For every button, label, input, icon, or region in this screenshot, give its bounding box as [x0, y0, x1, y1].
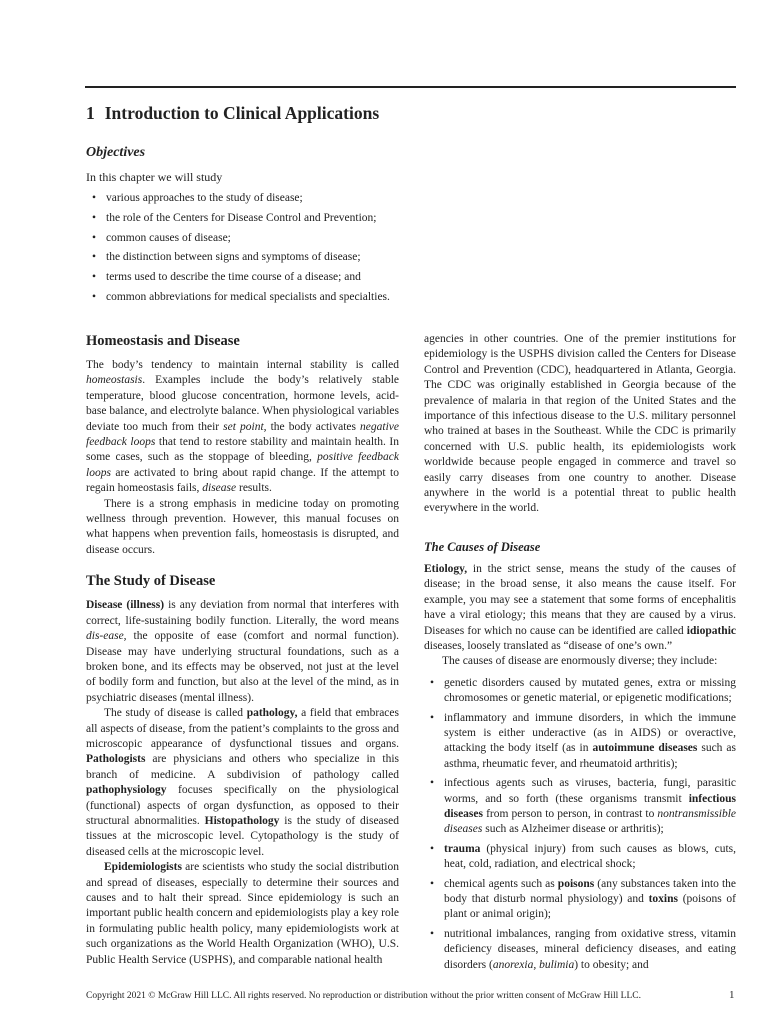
- objective-item: • various approaches to the study of disease;: [86, 189, 390, 209]
- homeostasis-heading: Homeostasis and Disease: [86, 333, 240, 349]
- etiology-paragraph: Etiology, in the strict sense, means the study of the causes of disease; in the broad sense, it also means the cause itself. For example, you may see a statement that some forms of encephalitis have a viral etiology; this means that they are caused by a virus. Diseases for which no cause can be identified are called idiopathic diseases, loosely translated as “disease of one’s own.”: [424, 562, 736, 652]
- cause-item-infectious: • infectious agents such as viruses, bacteria, fungi, parasitic worms, and so forth (these organisms transmit infectious diseases from person to person, in contrast to nontransmissible diseases such as Alzheimer disease or arthritis);: [424, 776, 736, 838]
- objective-item: • common abbreviations for medical specialists and specialties.: [86, 288, 390, 308]
- homeostasis-paragraph: The body’s tendency to maintain internal stability is called homeostasis. Examples include the body’s relatively stable temperature, blood glucose concentration, hormone levels, acid-base balance, and electrolyte balance. When physiological variables deviate too much from their set point, the body activates negative feedback loops that tend to restore stability and maintain health. In some cases, such as the stoppage of bleeding, positive feedback loops are activated to bring about rapid change. If the attempt to regain homeostasis fails, disease results.: [86, 359, 399, 495]
- objectives-heading: Objectives: [86, 145, 146, 160]
- header-rule: [85, 86, 736, 88]
- objective-item: • the distinction between signs and symptoms of disease;: [86, 248, 390, 268]
- study-heading: The Study of Disease: [86, 573, 216, 590]
- cause-item-trauma: • trauma (physical injury) from such causes as blows, cuts, heat, cold, radiation, and electrical shock;: [424, 842, 736, 873]
- causes-intro: The causes of disease are enormously diverse; they include:: [442, 655, 718, 668]
- objective-item: • the role of the Centers for Disease Control and Prevention;: [86, 209, 390, 229]
- prevention-paragraph: There is a strong emphasis in medicine today on promoting wellness through prevention. However, this manual focuses on what happens when prevention fails, homeostasis is disrupted, and disease occurs.: [86, 497, 399, 556]
- epidemiology-paragraph: Epidemiologists are scientists who study the social distribution and spread of diseases, especially to determine their sources and causes and to halt their spread. Since epidemiology is such an important public health concern and epidemiologists play a key role in formulating public health policy, many epidemiologists work at such organizations as the World Health Organization (WHO), U.S. Public Health Service (USPHS), and comparable national health: [86, 861, 399, 966]
- cause-item-immune: • inflammatory and immune disorders, in which the immune system is either underactive (as in AIDS) or overactive, attacking the body itself (as in autoimmune diseases such as asthma, rheumatic fever, and rheumatoid arthritis);: [424, 711, 736, 773]
- cause-item-genetic: • genetic disorders caused by mutated genes, extra or missing chromosomes or genetic material, or epigenetic modifications;: [424, 676, 736, 707]
- causes-list: [424, 676, 736, 973]
- causes-heading: The Causes of Disease: [424, 539, 541, 554]
- pathology-paragraph: The study of disease is called pathology, a field that embraces all aspects of disease, from the patient’s complaints to the gross and microscopic appearance of dysfunctional tissues and organs. Pathologists are physicians and others who specialize in this branch of medicine. A subdivision of pathology called pathophysiology focuses specifically on the physiological (functional) aspects of organ dysfunction, as opposed to their structural abnormalities. Histopathology is the study of diseased tissues at the microscopic level. Cytopathology is the study of diseased cells at the microscopic level.: [86, 707, 399, 858]
- objective-item: • common causes of disease;: [86, 229, 390, 249]
- chapter-title-text: Introduction to Clinical Applications: [104, 103, 380, 123]
- cause-item-chemical: • chemical agents such as poisons (any substances taken into the body that disturb normal physiology) and toxins (poisons of plant or animal origin);: [424, 877, 736, 923]
- left-column: [86, 332, 399, 968]
- disease-definition-paragraph: Disease (illness) is any deviation from normal that interferes with correct, life-sustaining bodily function. Literally, the word means dis-ease, the opposite of ease (comfort and normal function). Disease may have underlying structural foundations, such as a broken bone, and its effects may be observed, not just at the level of bodily form and function, but also at the level of the mind, as in psychiatric diseases (mental illness).: [86, 599, 400, 704]
- chapter-number: 1: [86, 103, 95, 123]
- objectives-list: [86, 189, 390, 308]
- page-number: 1: [729, 989, 735, 1001]
- right-column: [424, 332, 736, 977]
- cause-item-nutritional: • nutritional imbalances, ranging from oxidative stress, vitamin deficiency diseases, mineral deficiency diseases, and eating disorders (anorexia, bulimia) to obesity; and: [424, 927, 736, 973]
- objectives-intro: In this chapter we will study: [86, 170, 223, 184]
- chapter-title: [86, 103, 379, 124]
- cdc-paragraph: agencies in other countries. One of the premier institutions for epidemiology is the USPHS division called the Centers for Disease Control and Prevention (CDC), headquartered in Atlanta, Georgia. The CDC was originally established in Georgia because of the prevalence of malaria in that region of the United States and the importance of this infectious disease to the U.S. military personnel who trained at bases in the Southeast. While the CDC is primarily concerned with U.S. public health, its epidemiologists work worldwide because people engaged in commerce and travel so easily carry diseases from one country to another. Disease anywhere in the world is a potential threat to public health everywhere in the world.: [424, 333, 736, 515]
- copyright-footer: Copyright 2021 © McGraw Hill LLC. All rights reserved. No reproduction or distribution without the prior written consent of McGraw Hill LLC.: [86, 991, 641, 1001]
- objective-item: • terms used to describe the time course of a disease; and: [86, 268, 390, 288]
